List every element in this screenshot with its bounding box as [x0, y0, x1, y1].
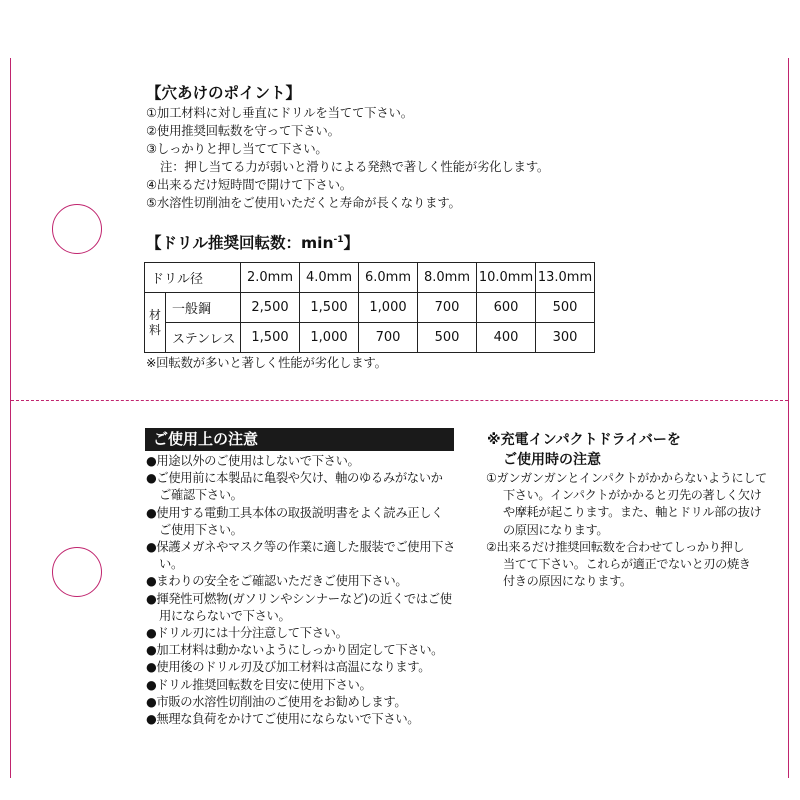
rpm-value: 400	[477, 323, 536, 353]
point-note: 注：押し当てる力が弱いと滑りによる発熱で著しく性能が劣化します。	[160, 159, 550, 174]
rpm-value: 700	[418, 293, 477, 323]
impact-list	[486, 470, 776, 590]
caution-item: ●用途以外のご使用はしないで下さい。	[146, 454, 360, 468]
rpm-row-stainless	[145, 323, 595, 353]
point-line: ⑤水溶性切削油をご使用いただくと寿命が長くなります。	[146, 195, 461, 210]
caution-item: ●市販の水溶性切削油のご使用をお勧めします。	[146, 694, 407, 709]
impact-item: の原因になります。	[503, 522, 609, 537]
drilling-points-heading: 【穴あけのポイント】	[146, 84, 302, 102]
impact-title-line2: ご使用時の注意	[503, 452, 601, 468]
rpm-heading-main: 【ドリル推奨回転数：min	[146, 234, 334, 252]
caution-item: ●ドリル推奨回転数を目安に使用下さい。	[146, 677, 372, 692]
impact-item: 当てて下さい。これらが適正でないと刃の焼き	[503, 557, 751, 572]
size-cell: 6.0mm	[359, 263, 418, 293]
rpm-row-steel	[145, 293, 595, 323]
caution-item: い。	[159, 557, 183, 572]
caution-item: ●加工材料は動かないようにしっかり固定して下さい。	[146, 643, 444, 658]
impact-item: ②出来るだけ推奨回転数を合わせてしっかり押し	[486, 539, 745, 554]
impact-item: や摩耗が起こります。また、軸とドリル部の抜け	[503, 505, 762, 520]
rpm-value: 600	[477, 293, 536, 323]
fold-line	[11, 400, 788, 401]
caution-item: ●無理な負荷をかけてご使用にならないで下さい。	[146, 712, 420, 727]
drill-size-label: ドリル径	[145, 263, 241, 293]
impact-title	[487, 430, 681, 470]
rpm-table	[144, 262, 595, 353]
punch-hole-bottom	[52, 547, 102, 597]
cautions-list	[146, 453, 461, 728]
material-label: 材 料	[145, 293, 166, 353]
rpm-heading-sup: -1	[333, 234, 344, 245]
caution-item: ●まわりの安全をご確認いただきご使用下さい。	[146, 574, 408, 589]
material-name: 一般鋼	[166, 293, 241, 323]
rpm-value: 2,500	[241, 293, 300, 323]
cautions-heading-bar	[145, 428, 454, 451]
rpm-value: 1,000	[300, 323, 359, 353]
impact-item: ①ガンガンガンとインパクトがかからないようにして	[486, 471, 767, 485]
impact-item: 下さい。インパクトがかかると刃先の著しく欠け	[503, 488, 762, 503]
point-line: ③しっかりと押し当てて下さい。	[146, 141, 328, 156]
rpm-header-row	[145, 263, 595, 293]
size-cell: 8.0mm	[418, 263, 477, 293]
caution-item: ●使用する電動工具本体の取扱説明書をよく読み正しく	[146, 505, 444, 520]
size-cell: 4.0mm	[300, 263, 359, 293]
material-name: ステンレス	[166, 323, 241, 353]
rpm-value: 300	[536, 323, 595, 353]
point-line: ④出来るだけ短時間で開けて下さい。	[146, 177, 352, 192]
rpm-value: 1,500	[300, 293, 359, 323]
caution-item: ご確認下さい。	[159, 488, 243, 503]
size-cell: 13.0mm	[536, 263, 595, 293]
rpm-value: 500	[418, 323, 477, 353]
rpm-value: 1,500	[241, 323, 300, 353]
rpm-note: ※回転数が多いと著しく性能が劣化します。	[146, 355, 387, 370]
caution-item: ●ご使用前に本製品に亀裂や欠け、軸のゆるみがないか	[146, 471, 443, 486]
caution-item: ●保護メガネやマスク等の作業に適した服装でご使用下さ	[146, 540, 456, 555]
point-line: ②使用推奨回転数を守って下さい。	[146, 123, 340, 138]
impact-item: 付きの原因になります。	[503, 574, 632, 589]
size-cell: 2.0mm	[241, 263, 300, 293]
point-line: ①加工材料に対し垂直にドリルを当てて下さい。	[146, 105, 413, 120]
caution-item: 用にならないで下さい。	[159, 608, 291, 623]
caution-item: ●使用後のドリル刃及び加工材料は高温になります。	[146, 660, 431, 675]
cautions-heading: ご使用上の注意	[153, 430, 259, 448]
punch-hole-top	[52, 204, 102, 254]
caution-item: ご使用下さい。	[159, 522, 243, 537]
rpm-value: 500	[536, 293, 595, 323]
rpm-heading-end: 】	[343, 234, 360, 252]
drilling-points-section	[146, 82, 549, 212]
rpm-heading	[146, 232, 359, 254]
caution-item: ●ドリル刃には十分注意して下さい。	[146, 626, 348, 641]
caution-item: ●揮発性可燃物(ガソリンやシンナーなど)の近くではご使	[146, 591, 452, 606]
size-cell: 10.0mm	[477, 263, 536, 293]
impact-title-line1: ※充電インパクトドライバーを	[487, 432, 681, 448]
rpm-value: 700	[359, 323, 418, 353]
rpm-value: 1,000	[359, 293, 418, 323]
